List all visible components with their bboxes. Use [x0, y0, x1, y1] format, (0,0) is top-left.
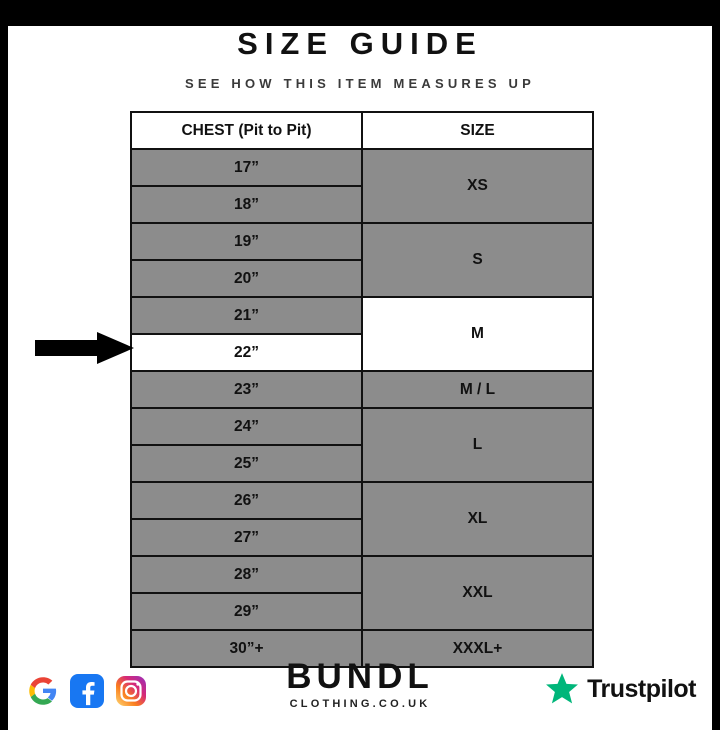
- chest-cell: 26”: [131, 482, 362, 519]
- table-row: [131, 223, 593, 260]
- size-cell: XL: [362, 482, 593, 556]
- table-row: [131, 149, 593, 186]
- chest-cell: 21”: [131, 297, 362, 334]
- chest-cell: 29”: [131, 593, 362, 630]
- size-cell: L: [362, 408, 593, 482]
- brand-website: CLOTHING.CO.UK: [289, 698, 431, 710]
- page-title: SIZE GUIDE: [237, 26, 483, 61]
- brand-name: BUNDL: [286, 657, 434, 696]
- size-cell: XS: [362, 149, 593, 223]
- size-cell: XXXL+: [362, 630, 593, 667]
- chest-cell: 24”: [131, 408, 362, 445]
- table-row-highlighted: [131, 297, 593, 334]
- table-row: [131, 408, 593, 445]
- chest-cell: 18”: [131, 186, 362, 223]
- size-cell: M / L: [362, 371, 593, 408]
- size-table: [130, 111, 594, 668]
- chest-cell: 25”: [131, 445, 362, 482]
- chest-cell: 23”: [131, 371, 362, 408]
- table-row: [131, 371, 593, 408]
- size-guide-card: [8, 26, 712, 730]
- size-cell: XXL: [362, 556, 593, 630]
- trustpilot-badge[interactable]: [545, 672, 696, 706]
- size-cell: S: [362, 223, 593, 297]
- chest-cell: 17”: [131, 149, 362, 186]
- column-header-size: SIZE: [362, 112, 593, 149]
- table-row: [131, 556, 593, 593]
- table-header-row: [131, 112, 593, 149]
- trustpilot-label: Trustpilot: [587, 674, 696, 703]
- size-table-wrapper: [130, 111, 594, 668]
- column-header-chest: CHEST (Pit to Pit): [131, 112, 362, 149]
- chest-cell-selected: 22”: [131, 334, 362, 371]
- table-row: [131, 482, 593, 519]
- chest-cell: 19”: [131, 223, 362, 260]
- chest-cell: 27”: [131, 519, 362, 556]
- page-subtitle: SEE HOW THIS ITEM MEASURES UP: [184, 76, 536, 91]
- chest-cell: 20”: [131, 260, 362, 297]
- size-cell-selected: M: [362, 297, 593, 371]
- star-icon: [545, 672, 579, 706]
- right-arrow-icon: [35, 331, 135, 365]
- footer: [8, 650, 712, 716]
- chest-cell: 30”+: [131, 630, 362, 667]
- chest-cell: 28”: [131, 556, 362, 593]
